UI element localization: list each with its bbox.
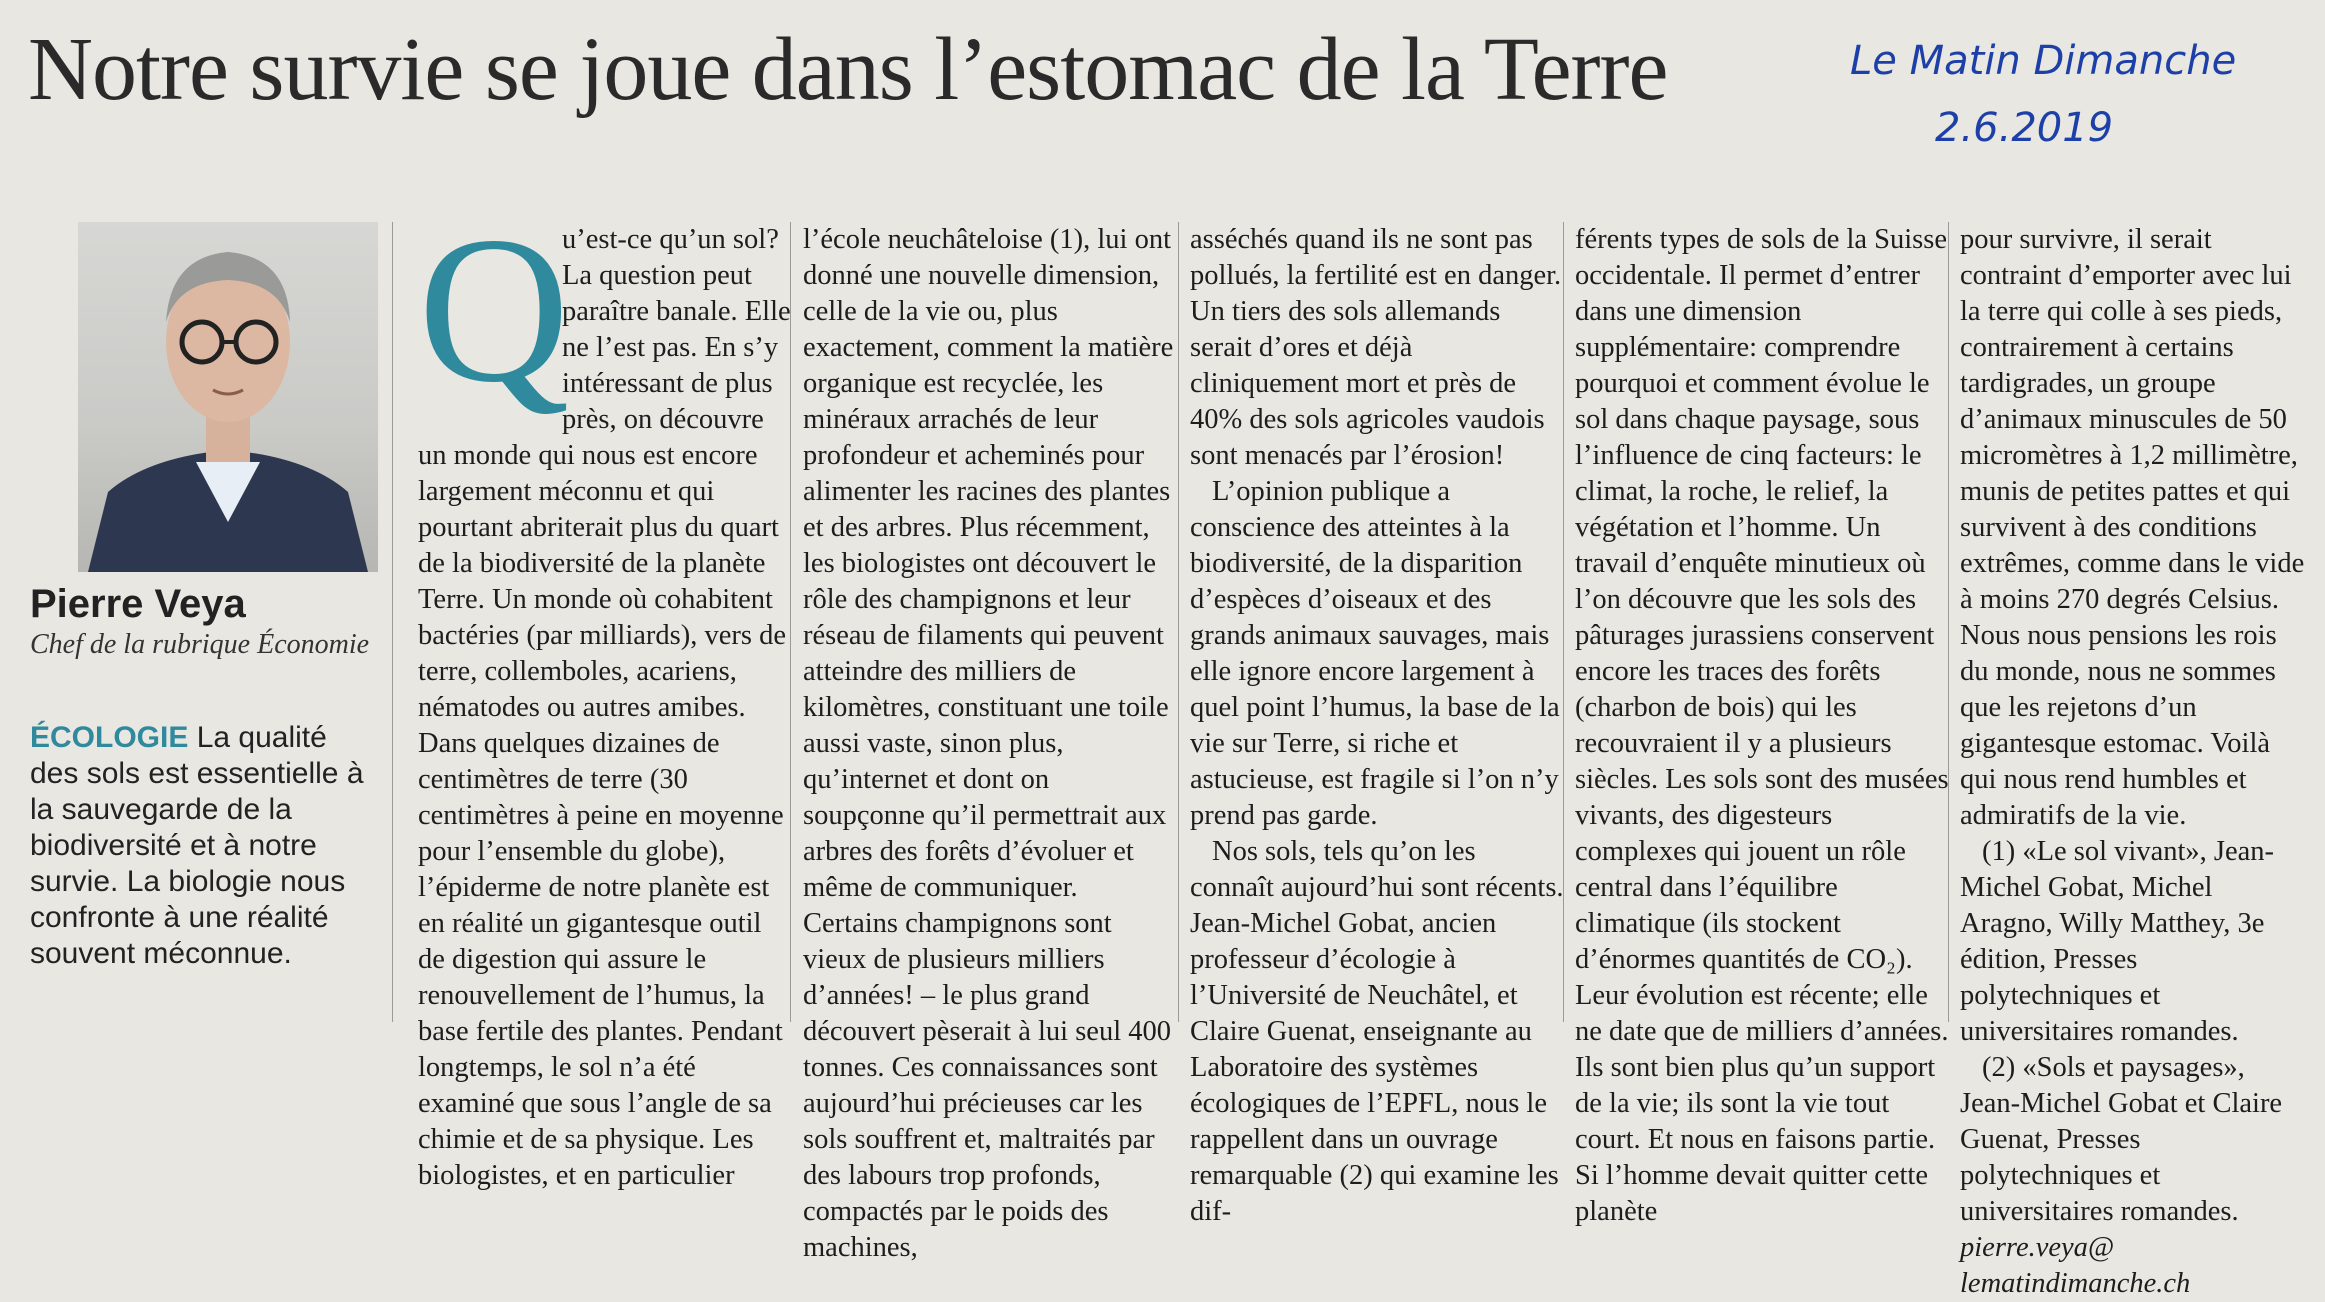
footnote-2: (2) «Sols et paysages», Jean-Michel Gobat et Claire Guenat, Presses polytechniques et universitaires romandes. bbox=[1960, 1052, 2283, 1227]
article-column-5 bbox=[1960, 222, 2310, 1302]
drop-cap: Q bbox=[418, 194, 570, 426]
footnote-1: (1) «Le sol vivant», Jean-Michel Gobat, Michel Aragno, Willy Matthey, 3e édition, Presses polytechniques et universitaires romandes. bbox=[1960, 836, 2275, 1047]
column-3-paragraph: Nos sols, tels qu’on les connaît aujourd’hui sont récents. Jean-Michel Gobat, ancien professeur d’écologie à l’Université de Neuchâtel, et Claire Guenat, enseignante au Laboratoire des systèmes écologiques de l’EPFL, nous le rappellent dans un ouvrage remarquable (2) qui examine les dif- bbox=[1190, 836, 1564, 1227]
article-column-1 bbox=[418, 194, 793, 1194]
handwritten-publication: Le Matin Dimanche bbox=[1850, 38, 2237, 84]
lead-text: La qualité des sols est essentielle à la sauvegarde de la biodiversité et à notre survie. La biologie nous confronte à une réalité souvent méconnue. bbox=[30, 721, 364, 970]
column-rule bbox=[1178, 222, 1179, 1022]
lead-paragraph bbox=[30, 720, 370, 972]
column-5-paragraph: pour survivre, il serait contraint d’emporter avec lui la terre qui colle à ses pieds, contrairement à certains tardigrades, un groupe d’animaux minuscules de 50 micromètres à 1,2 millimètre, munis de petites pattes et qui survivent à des conditions extrêmes, comme dans le vide à moins 270 degrés Celsius. Nous nous pensions les rois du monde, nous ne sommes que les rejetons d’un gigantesque estomac. Voilà qui nous rend humbles et admiratifs de la vie. bbox=[1960, 224, 2305, 831]
column-rule bbox=[392, 222, 393, 1022]
kicker-label: ÉCOLOGIE bbox=[30, 721, 189, 754]
author-portrait-illustration bbox=[78, 222, 378, 572]
author-name: Pierre Veya bbox=[30, 582, 246, 626]
column-3-paragraph: L’opinion publique a conscience des atteintes à la biodiversité, de la disparition d’espèces d’oiseaux et des grands animaux sauvages, mais elle ignore encore largement à quel point l’humus, la base de la vie sur Terre, si riche et astucieuse, est fragile si l’on n’y prend pas garde. bbox=[1190, 476, 1560, 831]
author-email: pierre.veya@ lematindimanche.ch bbox=[1960, 1232, 2191, 1299]
headline: Notre survie se joue dans l’estomac de la Terre bbox=[28, 20, 1668, 119]
author-photo bbox=[78, 222, 378, 572]
article-column-3 bbox=[1190, 222, 1565, 1230]
column-3-paragraph: asséchés quand ils ne sont pas pollués, la fertilité est en danger. Un tiers des sols allemands serait d’ores et déjà cliniquement mort et près de 40% des sols agricoles vaudois sont menacés par l’érosion! bbox=[1190, 224, 1562, 471]
article-column-2 bbox=[803, 222, 1178, 1266]
handwritten-date: 2.6.2019 bbox=[1935, 105, 2114, 151]
column-1-paragraph: u’est-ce qu’un sol? La question peut paraître banale. Elle ne l’est pas. En s’y intéressant de plus près, on découvre un monde qui nous est encore largement méconnu et qui pourtant abriterait plus du quart de la biodiversité de la planète Terre. Un monde où cohabitent bactéries (par milliards), vers de terre, collemboles, acariens, nématodes ou autres amibes. Dans quelques dizaines de centimètres de terre (30 centimètres à peine en moyenne pour l’ensemble du globe), l’épiderme de notre planète est en réalité un gigantesque outil de digestion qui assure le renouvellement de l’humus, la base fertile des plantes. Pendant longtemps, le sol n’a été examiné que sous l’angle de sa chimie et de sa physique. Les biologistes, et en particulier bbox=[418, 224, 791, 1191]
article-column-4 bbox=[1575, 222, 1950, 1230]
column-4-paragraph: férents types de sols de la Suisse occidentale. Il permet d’entrer dans une dimension supplémentaire: comprendre pourquoi et comment évolue le sol dans chaque paysage, sous l’influence de cinq facteurs: le climat, la roche, le relief, la végétation et l’homme. Un travail d’enquête minutieux où l’on découvre que les sols des pâturages jurassiens conservent encore les traces des forêts (charbon de bois) qui les recouvraient il y a plusieurs siècles. Les sols sont des musées vivants, des digesteurs complexes qui jouent un rôle central dans l’équilibre climatique (ils stockent d’énormes quantités de CO₂). Leur évolution est récente; elle ne date que de milliers d’années. Ils sont bien plus qu’un support de la vie; ils sont la vie tout court. Et nous en faisons partie. Si l’homme devait quitter cette planète bbox=[1575, 224, 1949, 1227]
column-2-paragraph: l’école neuchâteloise (1), lui ont donné une nouvelle dimension, celle de la vie ou, plus exactement, comment la matière organique est recyclée, les minéraux arrachés de leur profondeur et acheminés pour alimenter les racines des plantes et des arbres. Plus récemment, les biologistes ont découvert le rôle des champignons et leur réseau de filaments qui peuvent atteindre des milliers de kilomètres, constituant une toile aussi vaste, sinon plus, qu’internet et dont on soupçonne qu’il permettrait aux arbres des forêts d’évoluer et même de communiquer. Certains champignons sont vieux de plusieurs milliers d’années! – le plus grand découvert pèserait à lui seul 400 tonnes. Ces connaissances sont aujourd’hui précieuses car les sols souffrent et, maltraités par des labours trop profonds, compactés par le poids des machines, bbox=[803, 224, 1174, 1263]
author-role: Chef de la rubrique Économie bbox=[30, 629, 370, 660]
